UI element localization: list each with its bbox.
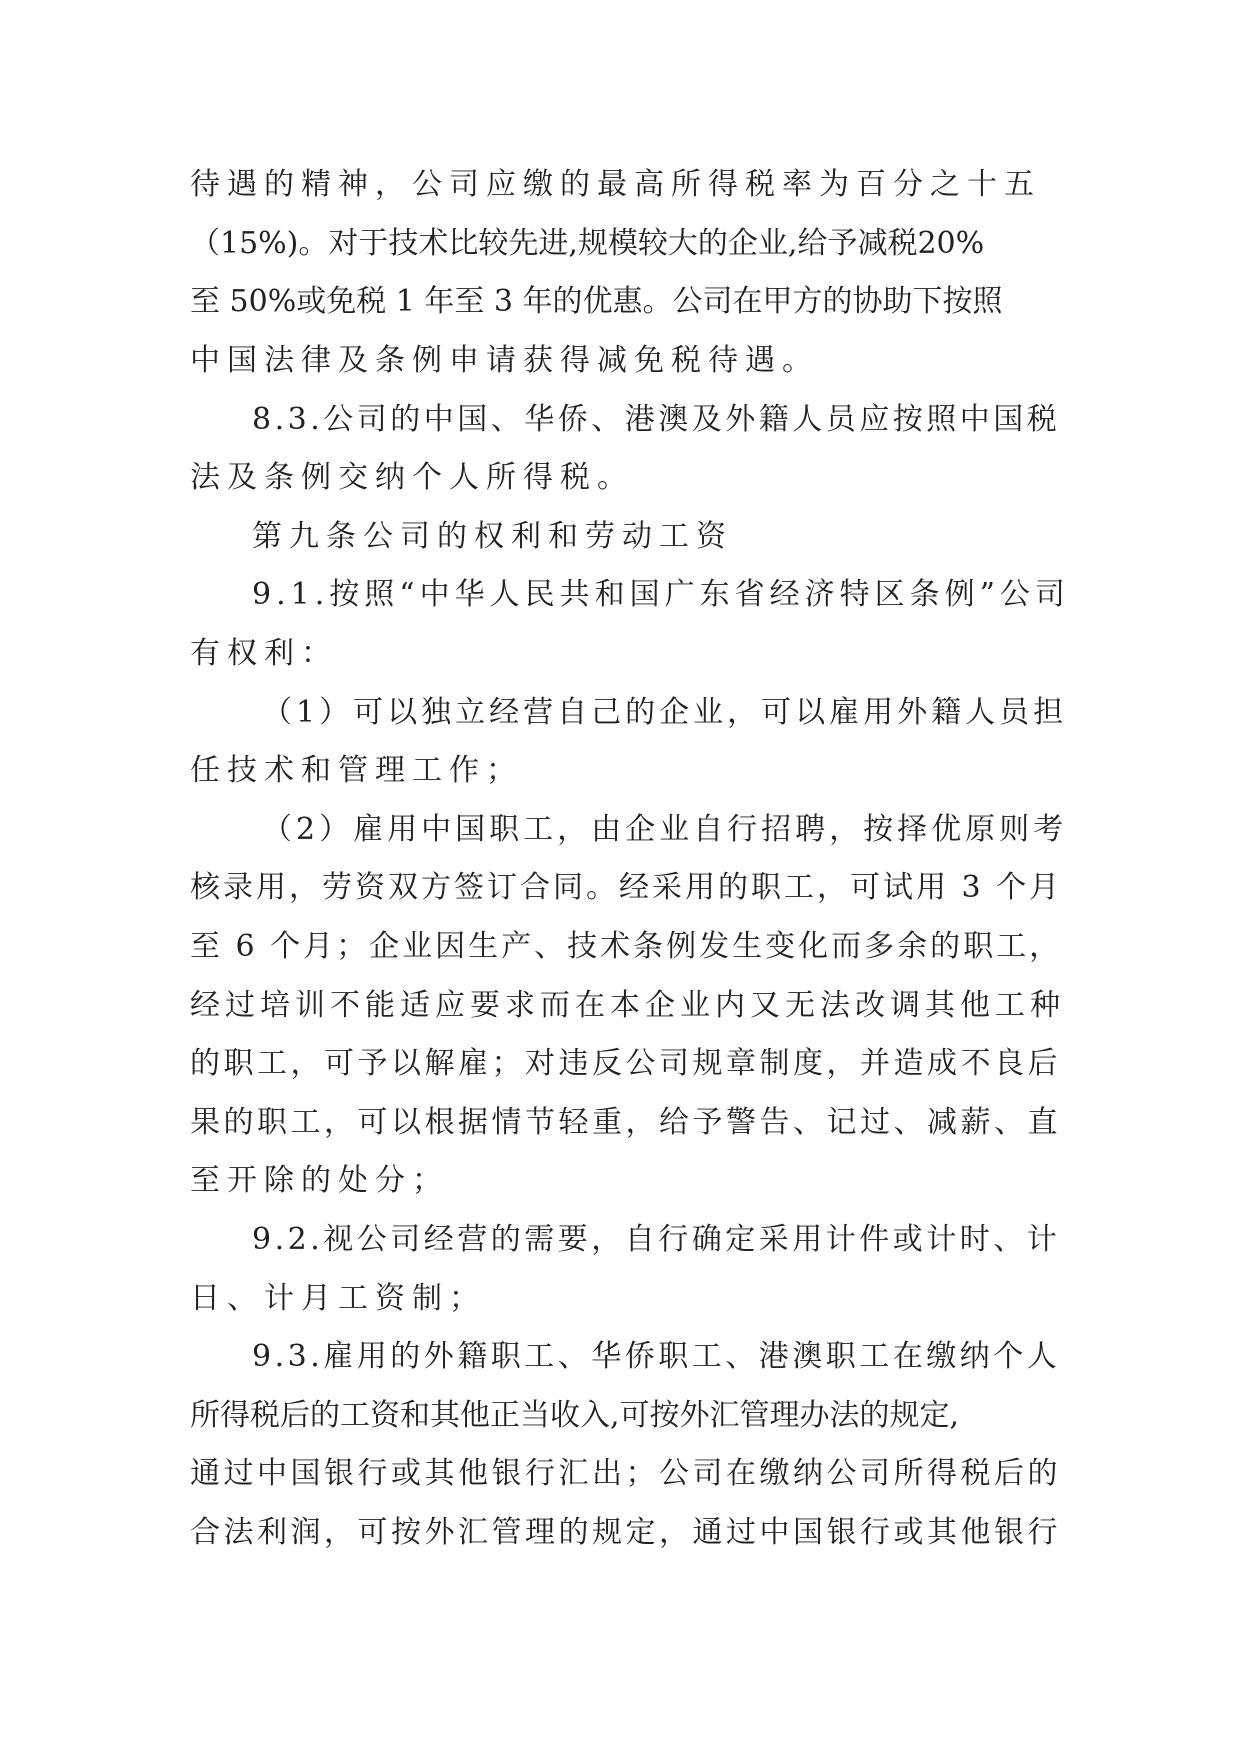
text-line-21: 9.3.雇用的外籍职工、华侨职工、港澳职工在缴纳个人 — [252, 1339, 1061, 1374]
text-line-1: 待遇的精神，公司应缴的最高所得税率为百分之十五 — [190, 167, 1041, 202]
text-line-23: 通过中国银行或其他银行汇出；公司在缴纳公司所得税后的 — [190, 1456, 1061, 1491]
text-line-15: 经过培训不能适应要求而在本企业内又无法改调其他工种 — [190, 988, 1065, 1023]
text-line-2: （15%)。对于技术比较先进,规模较大的企业,给予减税20% — [190, 226, 985, 261]
text-line-16: 的职工，可予以解雇；对违反公司规章制度，并造成不良后 — [190, 1046, 1061, 1081]
text-line-11: 任技术和管理工作； — [190, 753, 523, 788]
text-line-24: 合法利润，可按外汇管理的规定，通过中国银行或其他银行 — [190, 1515, 1061, 1550]
text-line-6: 法及条例交纳个人所得税。 — [190, 460, 634, 495]
text-line-8: 9.1.按照“中华人民共和国广东省经济特区条例”公司 — [252, 577, 1070, 612]
text-line-12: （2）雇用中国职工，由企业自行招聘，按择优原则考 — [262, 812, 1068, 847]
text-line-14: 至 6 个月；企业因生产、技术条例发生变化而多余的职工， — [190, 929, 1063, 964]
text-line-4: 中国法律及条例申请获得减免税待遇。 — [190, 343, 819, 378]
text-line-5: 8.3.公司的中国、华侨、港澳及外籍人员应按照中国税 — [252, 402, 1061, 437]
text-line-17: 果的职工，可以根据情节轻重，给予警告、记过、减薪、直 — [190, 1105, 1061, 1140]
text-line-3: 至 50%或免税 1 年至 3 年的优惠。公司在甲方的协助下按照 — [190, 284, 1003, 319]
text-line-10: （1）可以独立经营自己的企业，可以雇用外籍人员担 — [262, 695, 1068, 730]
text-line-9: 有权利： — [190, 636, 338, 671]
text-line-13: 核录用，劳资双方签订合同。经采用的职工，可试用 3 个月 — [190, 870, 1063, 905]
text-line-20: 日、计月工资制； — [190, 1281, 486, 1316]
text-line-19: 9.2.视公司经营的需要，自行确定采用计件或计时、计 — [252, 1222, 1061, 1257]
text-line-18: 至开除的处分； — [190, 1163, 449, 1198]
section-heading-article-9: 第九条公司的权利和劳动工资 — [252, 519, 733, 554]
text-line-22: 所得税后的工资和其他正当收入,可按外汇管理办法的规定, — [190, 1398, 960, 1433]
